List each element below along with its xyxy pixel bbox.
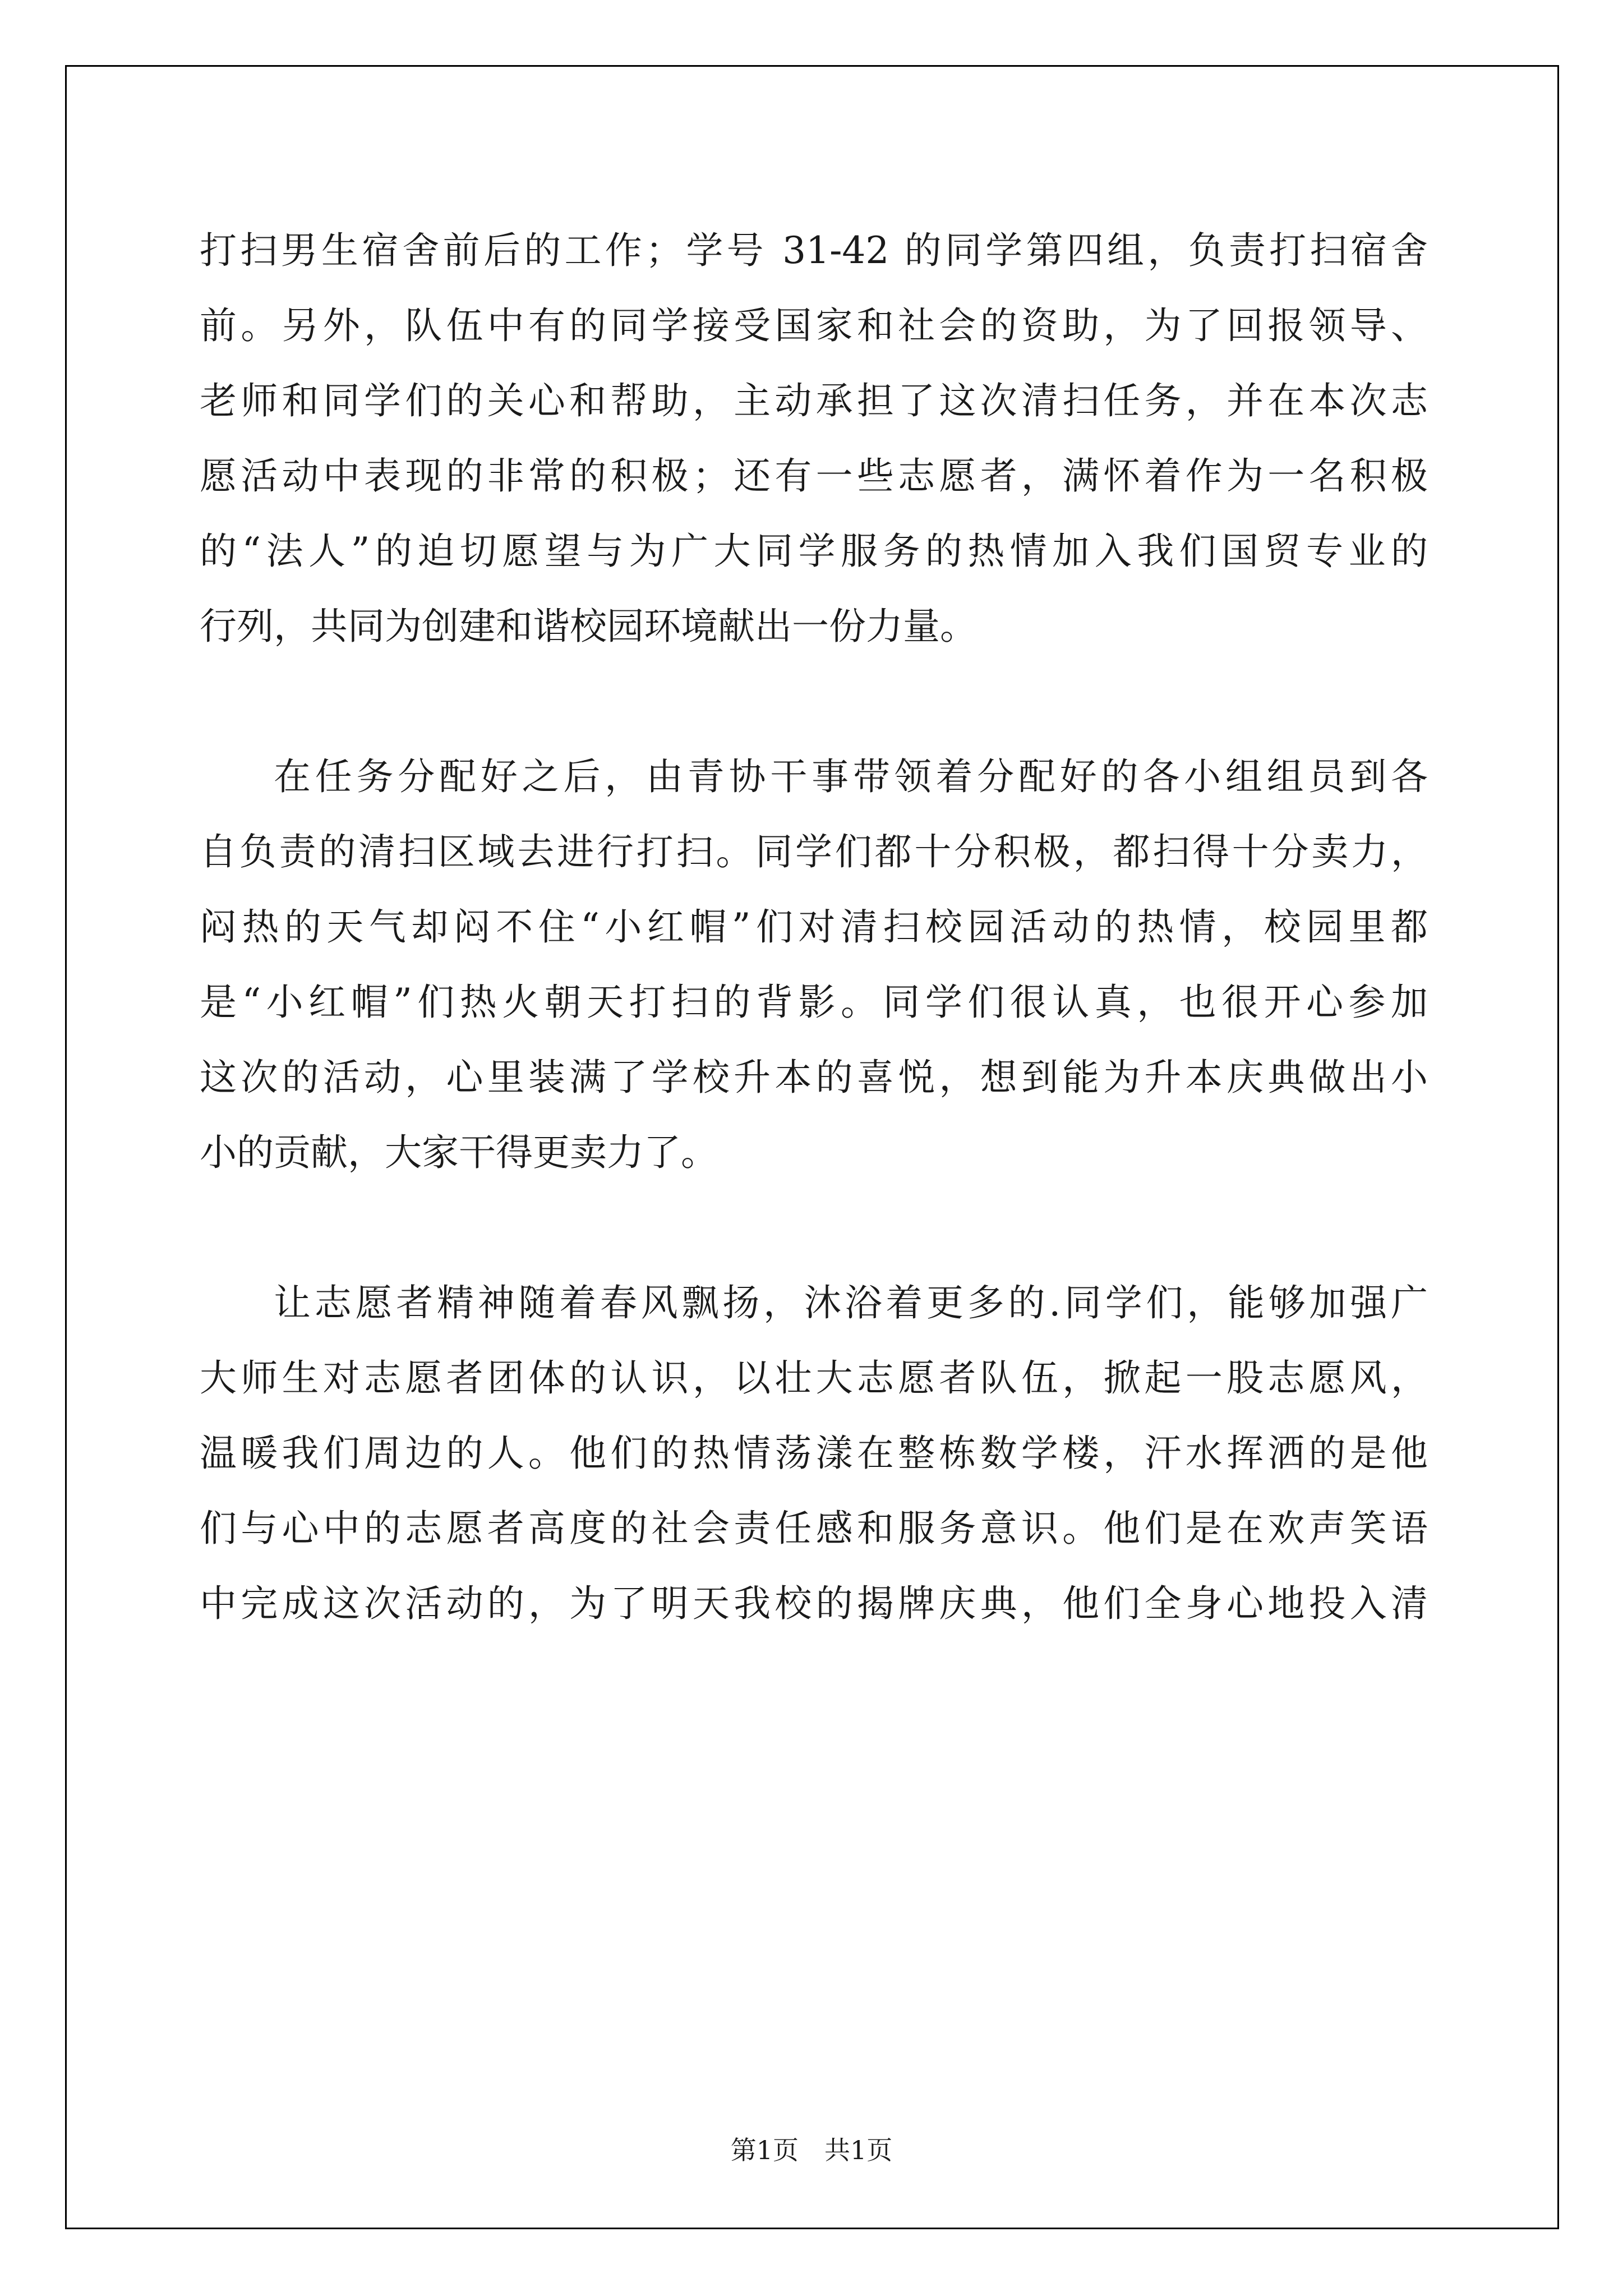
page-number-label: 第1页 共1页 xyxy=(730,2135,893,2165)
paragraph-2 xyxy=(200,739,1428,1190)
paragraph-3 xyxy=(200,1266,1428,1641)
text-line: 温暖我们周边的人。他们的热情荡漾在整栋数学楼，汗水挥洒的是他 xyxy=(200,1432,1428,1475)
text-line: 闷热的天气却闷不住“小红帽”们对清扫校园活动的热情，校园里都 xyxy=(200,905,1428,949)
text-line: 愿活动中表现的非常的积极；还有一些志愿者，满怀着作为一名积极 xyxy=(200,454,1428,498)
text-line: 自负责的清扫区域去进行打扫。同学们都十分积极，都扫得十分卖力， xyxy=(200,830,1428,873)
page-footer xyxy=(0,2130,1623,2167)
text-line: 中完成这次活动的，为了明天我校的揭牌庆典，他们全身心地投入清 xyxy=(200,1582,1428,1625)
text-line: 老师和同学们的关心和帮助，主动承担了这次清扫任务，并在本次志 xyxy=(200,379,1428,422)
text-line: 打扫男生宿舍前后的工作；学号 31-42 的同学第四组，负责打扫宿舍 xyxy=(200,229,1428,272)
text-line: 在任务分配好之后，由青协干事带领着分配好的各小组组员到各 xyxy=(274,755,1428,798)
text-line: 们与心中的志愿者高度的社会责任感和服务意识。他们是在欢声笑语 xyxy=(200,1507,1428,1550)
text-line: 行列，共同为创建和谐校园环境献出一份力量。 xyxy=(200,605,977,648)
text-line: 大师生对志愿者团体的认识，以壮大志愿者队伍，掀起一股志愿风， xyxy=(200,1356,1428,1400)
text-line: 前。另外，队伍中有的同学接受国家和社会的资助，为了回报领导、 xyxy=(200,304,1428,347)
text-line: 这次的活动，心里装满了学校升本的喜悦，想到能为升本庆典做出小 xyxy=(200,1056,1428,1099)
text-line: 是“小红帽”们热火朝天打扫的背影。同学们很认真，也很开心参加 xyxy=(200,981,1428,1024)
document-body xyxy=(200,213,1428,1641)
paragraph-1 xyxy=(200,213,1428,664)
text-line: 的“法人”的迫切愿望与为广大同学服务的热情加入我们国贸专业的 xyxy=(200,530,1428,573)
text-line: 让志愿者精神随着春风飘扬，沐浴着更多的.同学们，能够加强广 xyxy=(274,1281,1428,1324)
text-line: 小的贡献，大家干得更卖力了。 xyxy=(200,1131,718,1174)
